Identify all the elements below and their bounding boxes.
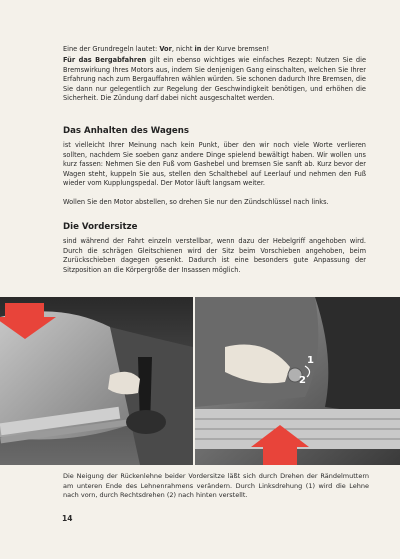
bergab-lead: Für das Bergabfahren	[63, 56, 147, 64]
paragraph-bergab	[63, 56, 366, 104]
bergab-body: gilt ein ebenso wichtiges wie einfaches Rezept: Nutzen Sie die Bremswirkung Ihres Motors aus, indem Sie denjenigen Gang einschalten, welchen Sie Ihrer Erfahrung nach zum Bergauffahren wählen würden. Sie schonen dadurch Ihre Bremsen, die Sie dann nur gelegentlich zur Regelung der Geschwindigkeit benötigen, und erhöhen die Sicherheit. Die Zündung darf dabei nicht ausgeschaltet werden.	[63, 56, 366, 103]
intro-bold-in: in	[194, 44, 202, 53]
intro-bold-vor: Vor	[159, 44, 172, 53]
label-direction-2: 2	[299, 375, 306, 386]
photo-backrest-knob	[195, 297, 400, 465]
intro-text-end: der Kurve bremsen!	[201, 44, 270, 53]
photo-seat-lever	[0, 297, 193, 465]
heading-anhalten: Das Anhalten des Wagens	[63, 126, 189, 136]
paragraph-motor-abstellen: Wollen Sie den Motor abstellen, so drehen Sie nur den Zündschlüssel nach links.	[63, 198, 329, 206]
photo-caption: Die Neigung der Rückenlehne beider Vordersitze läßt sich durch Drehen der Rändelmuttern am unteren Ende des Lehnenrahmens verändern. Durch Linksdrehung (1) wird die Lehne nach vorn, durch Rechtsdrehen (2) nach hinten verstellt.	[63, 472, 369, 500]
paragraph-anhalten: ist vielleicht Ihrer Meinung nach kein Punkt, über den wir noch viele Worte verlieren sollten, nachdem Sie soeben ganz andere Dinge spielend bewältigt haben. Wir wollen uns kurz fassen: Nehmen Sie den Fuß vom Gashebel und bremsen Sie sanft ab. Kurz bevor der Wagen steht, kuppeln Sie aus, stellen den Schalthebel auf Leerlauf und nehmen den Fuß wieder vom Kupplungspedal. Der Motor läuft langsam weiter.	[63, 141, 366, 188]
label-direction-1: 1	[307, 355, 314, 366]
intro-text-mid: , nicht	[171, 44, 195, 53]
page-number: 14	[62, 514, 73, 523]
intro-line	[63, 45, 366, 55]
paragraph-vordersitze: sind während der Fahrt einzeln verstellbar, wenn dazu der Hebelgriff angehoben wird. Durch die schrägen Gleitschienen wird der Sitz beim Vorschieben angehoben, beim Zurückschieben dagegen gesenkt. Dadurch ist eine besonders gute Anpassung der Sitzposition an die Körpergröße der Insassen möglich.	[63, 237, 366, 274]
intro-text: Eine der Grundregeln lautet:	[63, 44, 160, 53]
heading-vordersitze: Die Vordersitze	[63, 222, 138, 232]
